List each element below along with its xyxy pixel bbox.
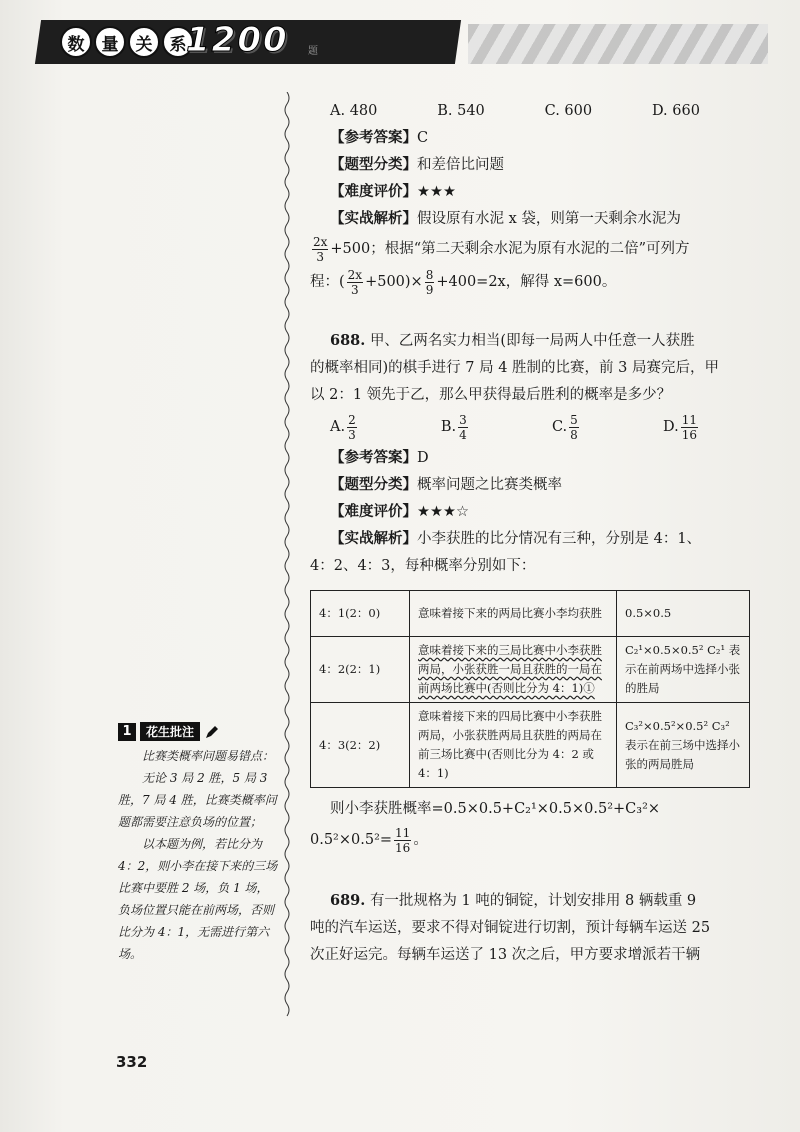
q688-analysis-line-1 (310, 526, 750, 553)
header-banner (38, 20, 768, 64)
header-number: 1200 (186, 20, 289, 60)
main-column (310, 98, 750, 969)
page-number: 332 (116, 1053, 148, 1071)
q687-type (310, 152, 750, 179)
option: A. $\frac{2}{3}$ (330, 412, 356, 442)
q688-options (310, 409, 700, 445)
fraction: $\frac{2x}{3}$ (347, 267, 363, 297)
analysis-text: 小李获胜的比分情况有三种，分别是 4：1、 (417, 531, 702, 547)
table-cell: 意味着接下来的两局比赛小李均获胜 (410, 591, 617, 637)
header-circle: 量 (94, 26, 126, 58)
option: C. $\frac{5}{8}$ (551, 412, 578, 442)
q687-analysis-line-3 (310, 265, 750, 299)
q688-difficulty (310, 499, 750, 526)
q688-conclusion-line-1: 则小李获胜概率=0.5×0.5+C₂¹×0.5×0.5²+C₃²× (330, 801, 661, 817)
option: B. 540 (437, 103, 485, 119)
header-circle: 数 (60, 26, 92, 58)
difficulty-label: 【难度评价】 (330, 504, 417, 520)
answer-label: 【参考答案】 (330, 450, 417, 466)
q688-text-line-2: 的概率相同)的棋手进行 7 局 4 胜制的比赛，前 3 局赛完后，甲 (310, 360, 719, 376)
q688-conclusion-line-2: 0.5²×0.5²= $\frac{11}{16}$ 。 (310, 825, 428, 855)
question-text: 甲、乙两名实力相当(即每一局两人中任意一人获胜 (369, 333, 695, 349)
score-table (310, 590, 750, 788)
answer-label: 【参考答案】 (330, 130, 417, 146)
q687-options (310, 98, 700, 125)
q688-text-line-3: 以 2：1 领先于乙，那么甲获得最后胜利的概率是多少？ (310, 387, 672, 403)
fraction: $\frac{11}{16}$ (395, 825, 411, 855)
header-circle: 关 (128, 26, 160, 58)
table-cell: 4：2(2：1) (311, 637, 410, 703)
analysis-label: 【实战解析】 (330, 211, 417, 227)
analysis-label: 【实战解析】 (330, 531, 417, 547)
table-cell: 4：1(2：0) (311, 591, 410, 637)
analysis-text: 程：( (310, 274, 345, 290)
analysis-text: +500；根据“第二天剩余水泥为原有水泥的二倍”可列方 (330, 241, 690, 257)
q687-analysis-line-1 (310, 206, 750, 233)
q688-analysis-line-2: 4：2、4：3，每种概率分别如下： (310, 558, 536, 574)
fraction: $\frac{2x}{3}$ (313, 234, 328, 264)
header-stripes (468, 24, 768, 64)
type-label: 【题型分类】 (330, 157, 417, 173)
header-circle: 系 (162, 26, 194, 58)
sidebar-paragraph: 比赛类概率问题易错点： (142, 749, 275, 763)
sidebar-paragraph: 以本题为例，若比分为 4：2，则小李在接下来的三场比赛中要胜 2 场，负 1 场，负场位置只能在前两场，否则比分为 4：1，无需进行第六场。 (118, 837, 278, 961)
q687-analysis-line-2 (310, 233, 750, 265)
q688 (310, 327, 750, 857)
table-cell (410, 637, 617, 703)
question-number: 688. (330, 332, 366, 349)
answer-value: D (417, 450, 429, 466)
type-label: 【题型分类】 (330, 477, 417, 493)
pen-icon (204, 724, 220, 740)
table-cell: 0.5×0.5 (617, 591, 750, 637)
option: B. $\frac{3}{4}$ (440, 412, 467, 442)
sidebar-number: 1 (118, 723, 136, 741)
q689 (310, 887, 750, 969)
q688-type (310, 472, 750, 499)
q688-text-line-1 (310, 327, 750, 355)
sidebar-header (118, 722, 278, 741)
table-cell: C₂¹×0.5×0.5² C₂¹ 表示在前两场中选择小张的胜局 (617, 637, 750, 703)
wavy-underlined-text: 意味着接下来的三局比赛中小李获胜两局，小张获胜一局且获胜的一局在前两场比赛中(否则比分为 4：1)① (418, 643, 602, 695)
analysis-text: +400=2x，解得 x=600。 (436, 274, 617, 290)
option: C. 600 (544, 103, 593, 119)
q689-text-line-3: 次正好运完。每辆车运送了 13 次之后，甲方要求增派若干辆 (310, 947, 701, 963)
header-sub: 题 (308, 46, 318, 57)
question-text: 有一批规格为 1 吨的铜锭，计划安排用 8 辆载重 9 (369, 893, 697, 909)
q687-answer (310, 125, 750, 152)
option: D. 660 (651, 103, 700, 119)
sidebar-title: 花生批注 (140, 722, 200, 741)
wavy-divider (282, 92, 292, 1022)
table-cell: C₃²×0.5²×0.5² C₃² 表示在前三场中选择小张的两局胜局 (617, 703, 750, 788)
table-cell: 意味着接下来的四局比赛中小李获胜两局，小张获胜两局且获胜的两局在前三场比赛中(否则比分为 4：2 或 4：1) (410, 703, 617, 788)
analysis-text: +500)× (365, 274, 423, 290)
difficulty-stars: ★★★ (417, 184, 456, 200)
q688-answer (310, 445, 750, 472)
option: A. 480 (330, 103, 378, 119)
sidebar-note (118, 722, 278, 965)
difficulty-stars: ★★★☆ (417, 504, 469, 520)
question-number: 689. (330, 892, 366, 909)
analysis-text: 假设原有水泥 x 袋，则第一天剩余水泥为 (417, 211, 681, 227)
table-row (311, 703, 750, 788)
q689-text-line-2: 吨的汽车运送，要求不得对铜锭进行切割，预计每辆车运送 25 (310, 920, 711, 936)
fraction: $\frac{8}{9}$ (425, 267, 434, 297)
sidebar-paragraph: 无论 3 局 2 胜，5 局 3 胜，7 局 4 胜，比赛类概率问题都需要注意负场的位置； (118, 771, 277, 829)
table-row (311, 591, 750, 637)
option: D. $\frac{11}{16}$ (662, 412, 697, 442)
difficulty-label: 【难度评价】 (330, 184, 417, 200)
table-cell: 4：3(2：2) (311, 703, 410, 788)
header-title-circles (60, 26, 194, 58)
table-row (311, 637, 750, 703)
q687-difficulty (310, 179, 750, 206)
answer-value: C (417, 130, 429, 146)
type-value: 和差倍比问题 (417, 157, 504, 173)
q689-text-line-1 (310, 887, 750, 915)
type-value: 概率问题之比赛类概率 (417, 477, 562, 493)
